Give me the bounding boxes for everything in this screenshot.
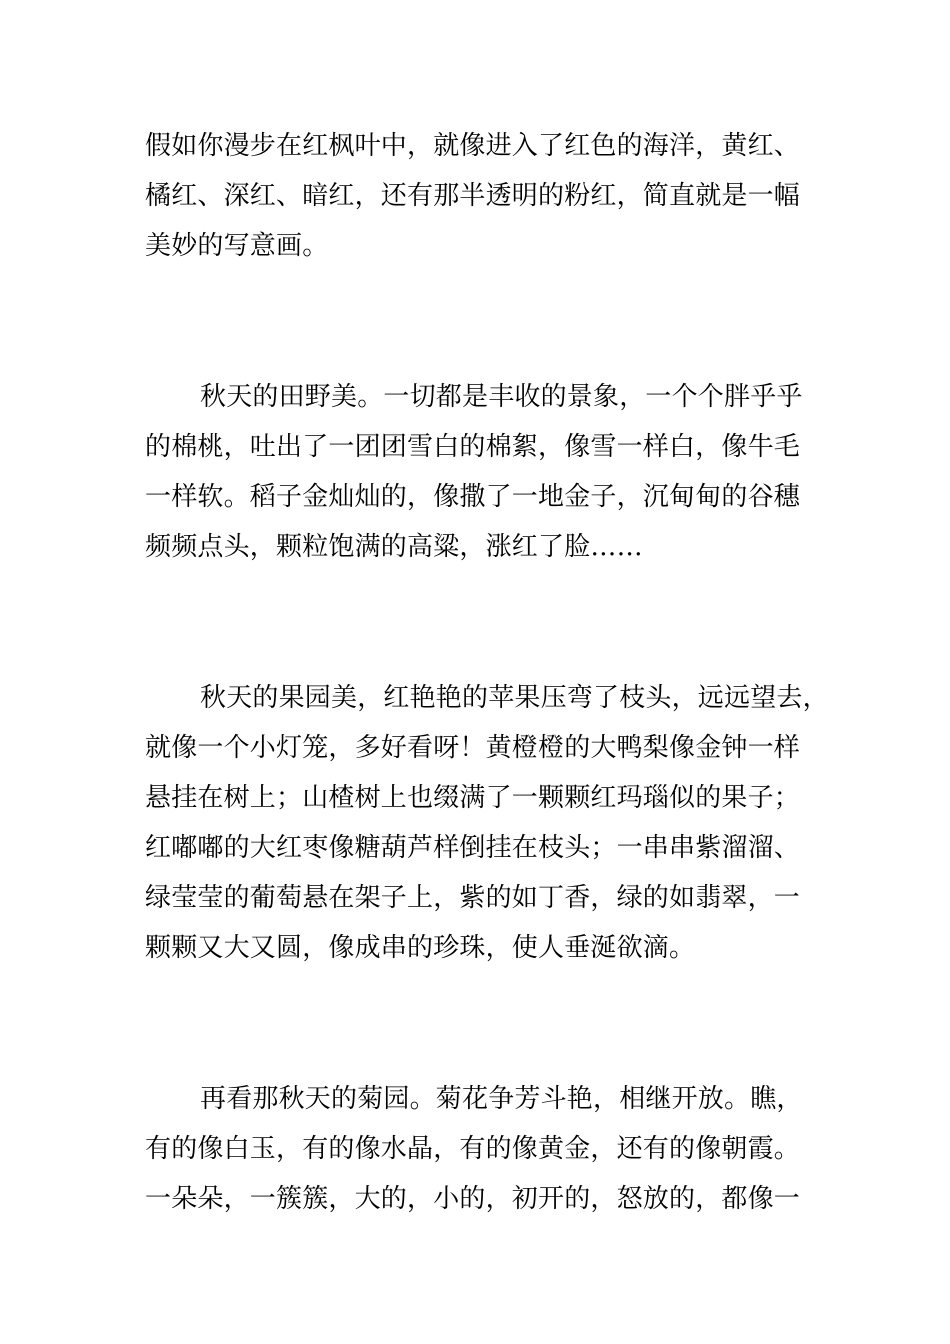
text-line: 橘红、深红、暗红，还有那半透明的粉红，简直就是一幅 bbox=[145, 181, 801, 211]
text-line: 美妙的写意画。 bbox=[145, 231, 329, 261]
text-line: 假如你漫步在红枫叶中，就像进入了红色的海洋，黄红、 bbox=[145, 131, 801, 161]
text-line: 就像一个小灯笼，多好看呀！黄橙橙的大鸭梨像金钟一样 bbox=[145, 733, 801, 763]
text-line: 红嘟嘟的大红枣像糖葫芦样倒挂在枝头；一串串紫溜溜、 bbox=[145, 833, 801, 863]
text-line: 一样软。稻子金灿灿的，像撒了一地金子，沉甸甸的谷穗 bbox=[145, 482, 801, 512]
text-line: 颗颗又大又圆，像成串的珍珠，使人垂涎欲滴。 bbox=[145, 933, 696, 963]
text-line: 一朵朵，一簇簇，大的，小的，初开的，怒放的，都像一 bbox=[145, 1184, 801, 1214]
text-line: 再看那秋天的菊园。菊花争芳斗艳，相继开放。瞧， bbox=[200, 1084, 803, 1114]
text-line: 的棉桃，吐出了一团团雪白的棉絮，像雪一样白，像牛毛 bbox=[145, 432, 801, 462]
text-line: 有的像白玉，有的像水晶，有的像黄金，还有的像朝霞。 bbox=[145, 1134, 801, 1164]
text-line: 频频点头，颗粒饱满的高粱，涨红了脸…… bbox=[145, 532, 643, 562]
text-line: 秋天的果园美，红艳艳的苹果压弯了枝头，远远望去， bbox=[200, 683, 829, 713]
text-line: 秋天的田野美。一切都是丰收的景象，一个个胖乎乎 bbox=[200, 382, 803, 412]
text-line: 绿莹莹的葡萄悬在架子上，紫的如丁香，绿的如翡翠，一 bbox=[145, 883, 801, 913]
text-line: 悬挂在树上；山楂树上也缀满了一颗颗红玛瑙似的果子； bbox=[145, 783, 801, 813]
